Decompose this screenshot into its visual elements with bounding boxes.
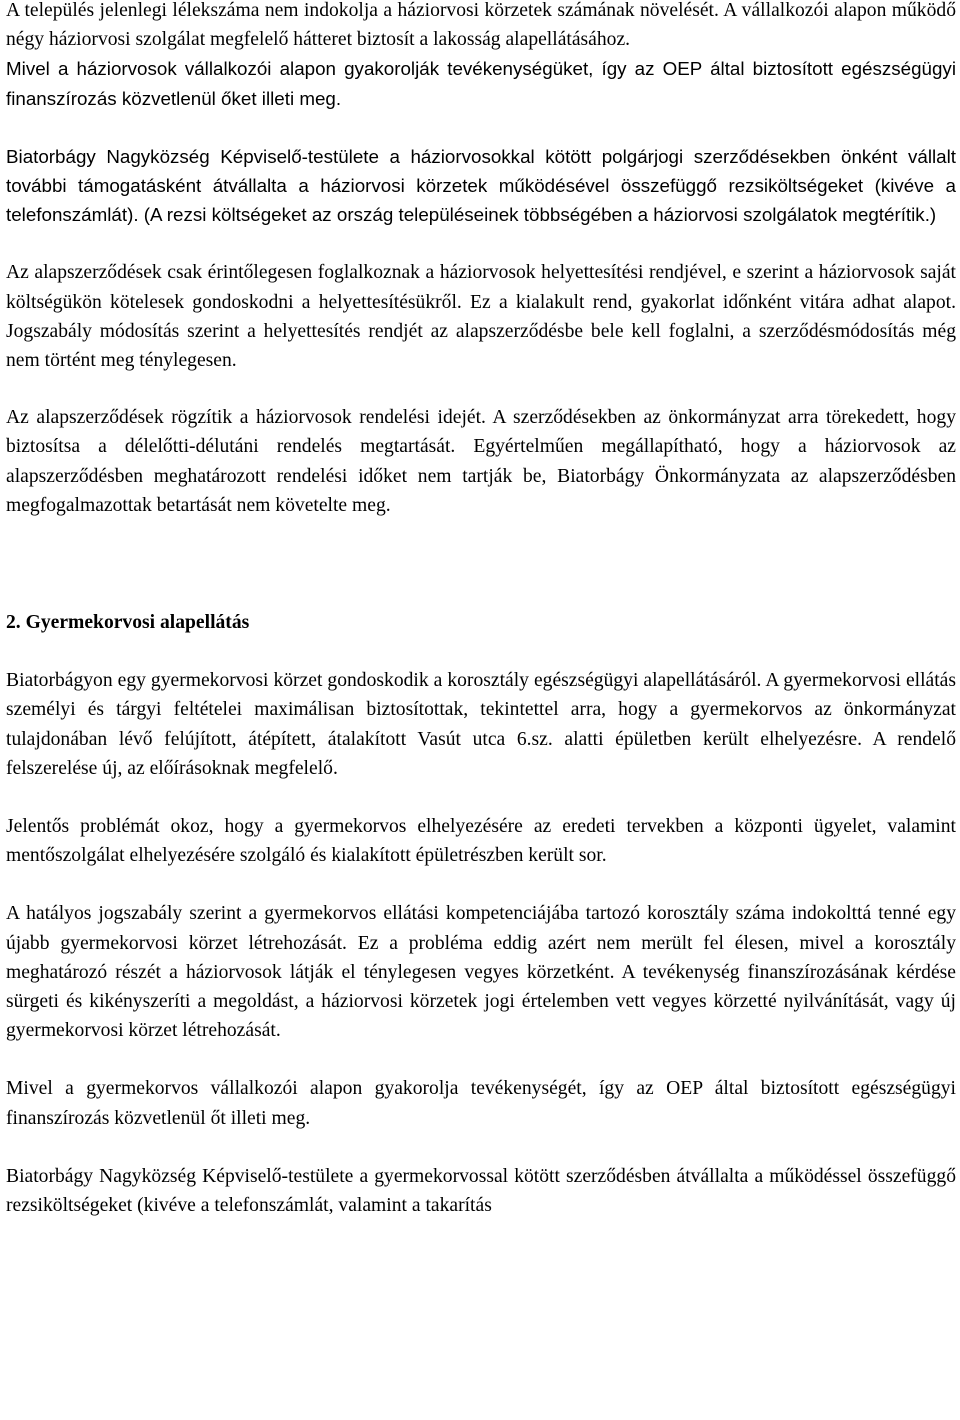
paragraph-office-hours: Az alapszerződések rögzítik a háziorvosok rendelési idejét. A szerződésekben az önkormányzat arra törekedett, hogy biztosítsa a délelőtti-délutáni rendelés megtartását. Egyértelműen megállapítható, hogy a háziorvosok az alapszerződésben meghatározott rendelési időket nem tartják be, Biatorbágy Önkormányzata az alapszerződésben megfogalmazottak betartását nem követelte meg. (6, 407, 956, 516)
document-page (6, 0, 956, 1220)
paragraph-new-district: A hatályos jogszabály szerint a gyermekorvos ellátási kompetenciájába tartozó korosztály száma indokolttá tenné egy újabb gyermekorvosi körzet létrehozását. Ez a probléma eddig azért nem merült fel élesen, mivel a korosztály meghatározó részét a háziorvosok látják el ténylegesen vegyes körzetként. A tevékenység finanszírozásának kérdése sürgeti és kikényszeríti a megoldást, a háziorvosi körzetek jogi értelemben vett vegyes körzetté nyilvánítását, vagy új gyermekorvosi körzet létrehozását. (6, 903, 956, 1042)
paragraph-overhead-costs (6, 142, 956, 230)
paragraph-oep-financing: Mivel a háziorvosok vállalkozói alapon gyakorolják tevékenységüket, így az OEP által biztosított egészségügyi finanszírozás közvetlenül őket illeti meg. (6, 58, 956, 109)
paragraph-pediatric-overhead: Biatorbágy Nagyközség Képviselő-testülete a gyermekorvossal kötött szerződésben átvállalta a működéssel összefüggő rezsiköltségeket (kivéve a telefonszámlát, valamint a takarítás (6, 1165, 956, 1217)
section-heading: 2. Gyermekorvosi alapellátás (6, 612, 250, 634)
paragraph-substitution: Az alapszerződések csak érintőlegesen foglalkoznak a háziorvosok helyettesítési rendjével, e szerint a háziorvosok saját költségükön kötelesek gondoskodni a helyettesítésükről. Ez a kialakult rend, gyakorlat időnként vitára adhat alapot. Jogszabály módosítás szerint a helyettesítés rendjét az alapszerződésbe bele kell foglalni, a szerződésmódosítás még nem történt meg ténylegesen. (6, 262, 956, 372)
section-heading-wrapper (6, 608, 956, 637)
paragraph-pediatric-district: Biatorbágyon egy gyermekorvosi körzet gondoskodik a korosztály egészségügyi alapellátásáról. A gyermekorvosi ellátás személyi és tárgyi feltételei maximálisan biztosítottak, tekintettel arra, hogy a gyermekorvos az önkormányzat tulajdonában lévő felújított, átépített, átalakított Vasút utca 6.sz. alatti épületben került elhelyezésre. A rendelő felszerelése új, az előírásoknak megfelelő. (6, 670, 956, 779)
paragraph-placement-problem: Jelentős problémát okoz, hogy a gyermekorvos elhelyezésére az eredeti tervekben a központi ügyelet, valamint mentőszolgálat elhelyezésére szolgáló és kialakított épületrészben került sor. (6, 816, 956, 867)
overhead-costs-sentence: Biatorbágy Nagyközség Képviselő-testülete a háziorvosokkal kötött polgárjogi szerződésekben önként vállalt további támogatásként átvállalta a háziorvosi körzetek működésével összefüggő rezsiköltségeket (kivéve a telefonszámlát). (6, 145, 956, 226)
paragraph-population: A település jelenlegi lélekszáma nem indokolja a háziorvosi körzetek számának növelését. A vállalkozói alapon működő négy háziorvosi szolgálat megfelelő hátteret biztosít a lakosság alapellátásához. (6, 0, 956, 51)
paragraph-pediatric-financing: Mivel a gyermekorvos vállalkozói alapon gyakorolja tevékenységét, így az OEP által biztosított egészségügyi finanszírozás közvetlenül őt illeti meg. (6, 1078, 956, 1129)
overhead-costs-note: (A rezsi költségeket az ország településeinek többségében a háziorvosi szolgálatok megtérítik.) (143, 204, 937, 226)
